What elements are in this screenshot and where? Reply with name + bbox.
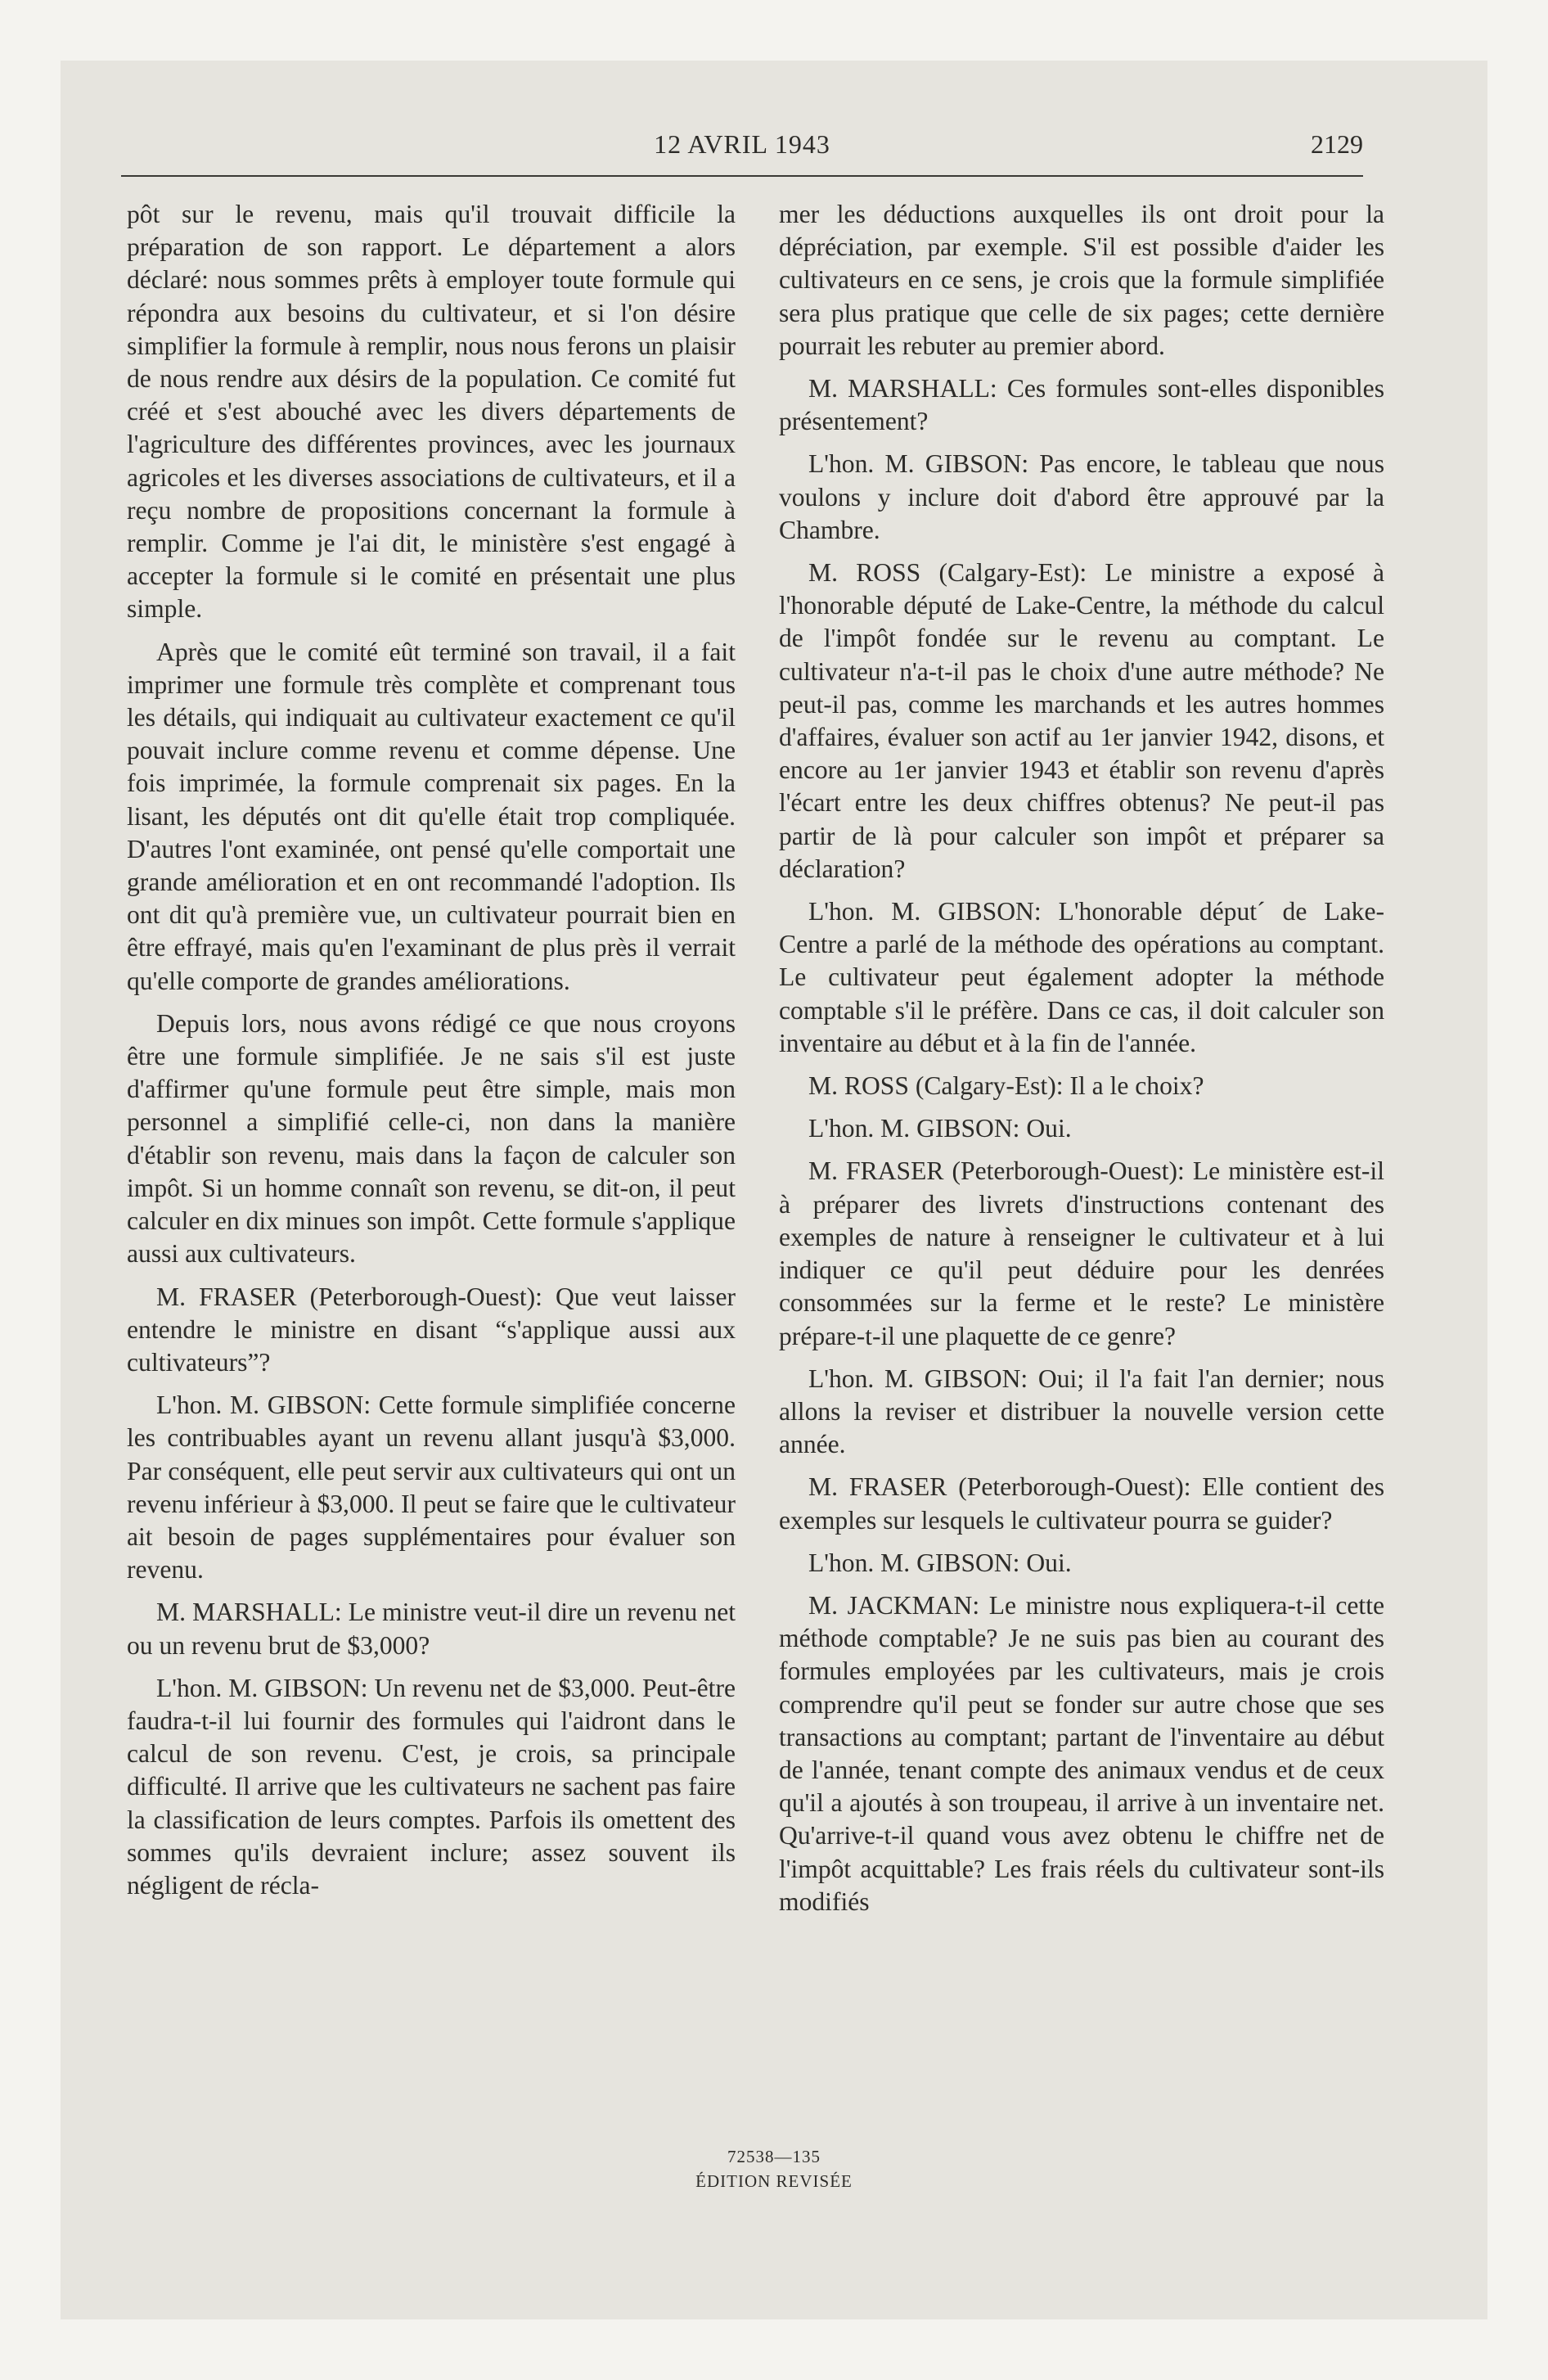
paragraph: Après que le comité eût terminé son travail, il a fait imprimer une formule très complète et comprenant tous les détails, qui indiquait au cultivateur exactement ce qu'il pouvait inclure comme revenu et comme dépense. Une fois imprimée, la formule comprenait six pages. En la lisant, les députés ont dit qu'elle était trop compliquée. D'autres l'ont examinée, ont pensé qu'elle comportait une grande amélioration et en ont recommandé l'adoption. Ils ont dit qu'à première vue, un cultivateur pourrait bien en être effrayé, mais qu'en l'examinant de plus près il verrait qu'elle comporte de grandes améliorations. (127, 637, 736, 995)
paragraph: M. FRASER (Peterborough-Ouest): Elle contient des exemples sur lesquels le cultivateur pourra se guider? (779, 1472, 1384, 1535)
page-footer (0, 2144, 1548, 2193)
paragraph: M. FRASER (Peterborough-Ouest): Le ministère est-il à préparer des livrets d'instructions contenant des exemples de nature à renseigner le cultivateur et à lui indiquer ce qu'il peut déduire pour les denrées consommées sur la ferme et le reste? Le ministère prépare-t-il une plaquette de ce genre? (779, 1156, 1384, 1350)
footer-code: 72538—135 (727, 2147, 821, 2166)
paragraph: L'hon. M. GIBSON: L'honorable déput´ de Lake-Centre a parlé de la méthode des opérations au comptant. Le cultivateur peut également adopter la méthode comptable s'il le préfère. Dans ce cas, il doit calculer son inventaire au début et à la fin de l'année. (779, 897, 1384, 1057)
paragraph: L'hon. M. GIBSON: Oui. (808, 1114, 1072, 1143)
right-column (779, 198, 1384, 1918)
page-header (121, 129, 1363, 175)
paragraph: pôt sur le revenu, mais qu'il trouvait difficile la préparation de son rapport. Le département a alors déclaré: nous sommes prêts à employer toute formule qui répondra aux besoins du cultivateur, et si l'on désire simplifier la formule à remplir, nous nous ferons un plaisir de nous rendre aux désirs de la population. Ce comité fut créé et s'est abouché avec les divers départements de l'agriculture des différentes provinces, avec les journaux agricoles et les diverses associations de cultivateurs, et il a reçu nombre de propositions concernant la formule à remplir. Comme je l'ai dit, le ministère s'est engagé à accepter la formule si le comité en présentait une plus simple. (127, 200, 736, 624)
paragraph: Depuis lors, nous avons rédigé ce que nous croyons être une formule simplifiée. Je ne sais s'il est juste d'affirmer qu'une formule peut être simple, mais mon personnel a simplifié celle-ci, non dans la manière d'établir son revenu, mais dans la façon de calculer son impôt. Si un homme connaît son revenu, se dit-on, il peut calculer en dix minues son impôt. Cette formule s'applique aussi aux cultivateurs. (127, 1008, 736, 1269)
header-rule (121, 175, 1363, 177)
paragraph: M. ROSS (Calgary-Est): Il a le choix? (808, 1071, 1204, 1101)
paragraph: M. MARSHALL: Le ministre veut-il dire un revenu net ou un revenu brut de $3,000? (127, 1598, 736, 1660)
paragraph: mer les déductions auxquelles ils ont droit pour la dépréciation, par exemple. S'il est possible d'aider les cultivateurs en ce sens, je crois que la formule simplifiée sera plus pratique que celle de six pages; cette dernière pourrait les rebuter au premier abord. (779, 200, 1384, 360)
paragraph: M. ROSS (Calgary-Est): Le ministre a exposé à l'honorable député de Lake-Centre, la méthode du calcul de l'impôt fondée sur le revenu au comptant. Le cultivateur n'a-t-il pas le choix d'une autre méthode? Ne peut-il pas, comme les marchands et les autres hommes d'affaires, évaluer son actif au 1er janvier 1942, disons, et encore au 1er janvier 1943 et établir son revenu d'après l'écart entre les deux chiffres obtenus? Ne peut-il pas partir de là pour calculer son impôt et préparer sa déclaration? (779, 558, 1384, 883)
paragraph: L'hon. M. GIBSON: Oui. (808, 1548, 1072, 1577)
paragraph: L'hon. M. GIBSON: Un revenu net de $3,000. Peut-être faudra-t-il lui fournir des formules qui l'aidront dans le calcul de son revenu. C'est, je crois, sa principale difficulté. Il arrive que les cultivateurs ne sachent pas faire la classification de leurs comptes. Parfois ils omettent des sommes qu'ils devraient inclure; assez souvent ils négligent de récla- (127, 1673, 736, 1900)
left-column (127, 198, 736, 1902)
paragraph: L'hon. M. GIBSON: Oui; il l'a fait l'an dernier; nous allons la reviser et distribuer la nouvelle version cette année. (779, 1364, 1384, 1459)
paragraph: L'hon. M. GIBSON: Pas encore, le tableau que nous voulons y inclure doit d'abord être approuvé par la Chambre. (779, 449, 1384, 544)
page-number: 2129 (1311, 129, 1363, 159)
header-date: 12 AVRIL 1943 (654, 129, 830, 159)
paragraph: M. MARSHALL: Ces formules sont-elles disponibles présentement? (779, 374, 1384, 436)
footer-edition: ÉDITION REVISÉE (695, 2171, 853, 2191)
paragraph: M. FRASER (Peterborough-Ouest): Que veut laisser entendre le ministre en disant “s'applique aussi aux cultivateurs”? (127, 1282, 736, 1377)
paragraph: M. JACKMAN: Le ministre nous expliquera-t-il cette méthode comptable? Je ne suis pas bien au courant des formules employées par les cultivateurs, mais je crois comprendre qu'il peut se fonder sur autre chose que ses transactions au comptant; partant de l'inventaire au début de l'année, tenant compte des animaux vendus et de ceux qu'il a ajoutés à son troupeau, il arrive à un inventaire net. Qu'arrive-t-il quand vous avez obtenu le chiffre net de l'impôt acquittable? Les frais réels du cultivateur sont-ils modifiés (779, 1590, 1384, 1916)
paragraph: L'hon. M. GIBSON: Cette formule simplifiée concerne les contribuables ayant un revenu allant jusqu'à $3,000. Par conséquent, elle peut servir aux cultivateurs qui ont un revenu inférieur à $3,000. Il peut se faire que le cultivateur ait besoin de pages supplémentaires pour évaluer son revenu. (127, 1391, 736, 1584)
